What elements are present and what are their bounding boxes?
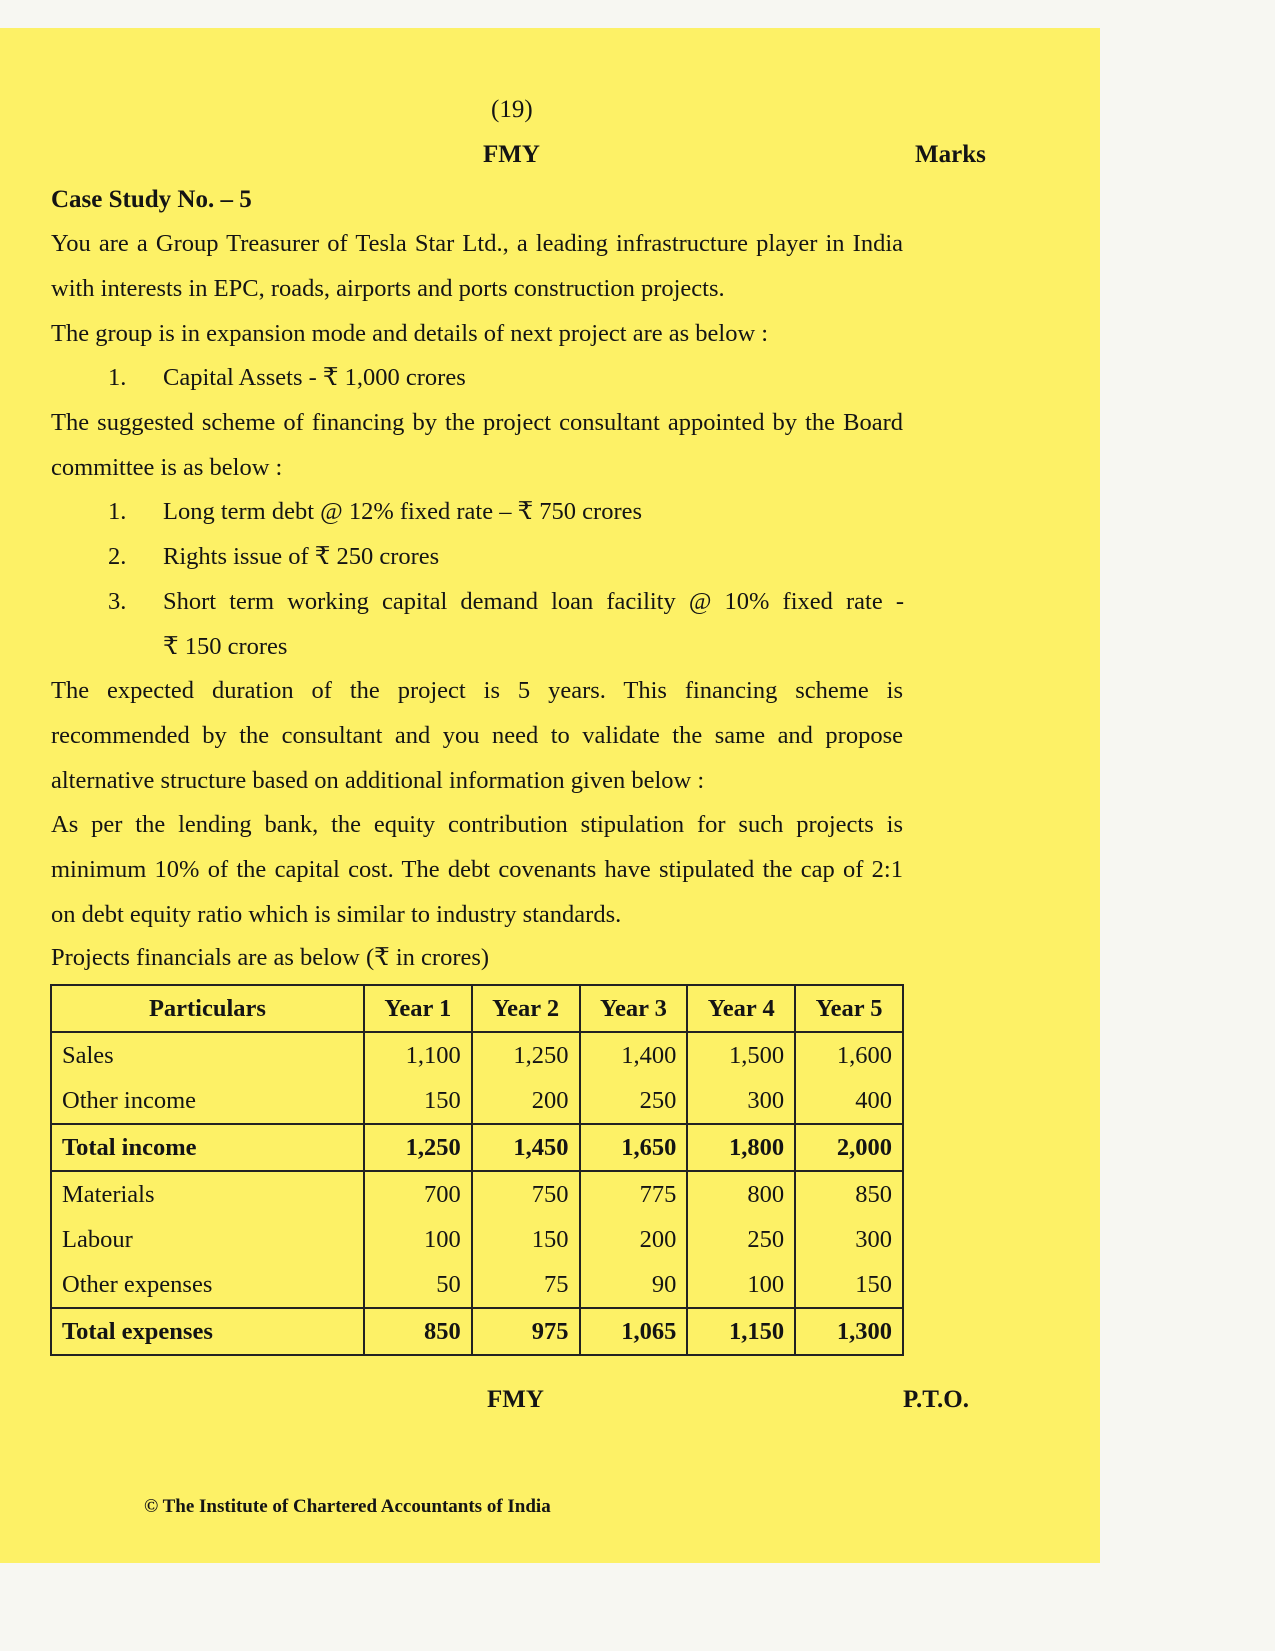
cell-value: 250 [687, 1217, 795, 1262]
cell-value: 90 [580, 1262, 688, 1308]
column-header: Year 2 [472, 985, 580, 1032]
row-label: Total expenses [51, 1308, 364, 1355]
cell-value: 100 [364, 1217, 472, 1262]
row-label: Sales [51, 1032, 364, 1078]
expansion-paragraph: The group is in expansion mode and details of next project are as below : [51, 320, 769, 347]
cell-value: 1,100 [364, 1032, 472, 1078]
cell-value: 250 [580, 1078, 688, 1124]
cell-value: 200 [580, 1217, 688, 1262]
intro-paragraph: You are a Group Treasurer of Tesla Star Ltd., a leading infrastructure player in India with interests in EPC, roads, airports and ports construction projects. [51, 230, 903, 302]
scheme-item-text: Long term debt @ 12% fixed rate – ₹ 750 crores [163, 498, 643, 525]
project-item-number: 1. [108, 364, 127, 391]
pto-label: P.T.O. [903, 1386, 969, 1413]
duration-paragraph: The expected duration of the project is 5 years. This financing scheme is recommended by the consultant and you need to validate the same and propose alternative structure based on additional information given below : [51, 677, 903, 794]
column-header: Year 1 [364, 985, 472, 1032]
paper-code: FMY [483, 141, 540, 168]
cell-value: 50 [364, 1262, 472, 1308]
cell-value: 850 [795, 1171, 903, 1217]
cell-value: 1,800 [687, 1124, 795, 1171]
copyright-notice: © The Institute of Chartered Accountants of India [144, 1496, 551, 1517]
cell-value: 300 [795, 1217, 903, 1262]
marks-label: Marks [915, 141, 986, 168]
cell-value: 2,000 [795, 1124, 903, 1171]
project-item-text: Capital Assets - ₹ 1,000 crores [163, 364, 466, 391]
bank-paragraph: As per the lending bank, the equity contribution stipulation for such projects is minimum 10% of the capital cost. The debt covenants have stipulated the cap of 2:1 on debt equity ratio which is similar to industry standards. [51, 811, 903, 928]
financials-caption: Projects financials are as below (₹ in crores) [51, 944, 490, 971]
cell-value: 150 [472, 1217, 580, 1262]
column-header: Year 5 [795, 985, 903, 1032]
table-total-row [51, 1124, 903, 1171]
column-header: Particulars [51, 985, 364, 1032]
scheme-intro-paragraph: The suggested scheme of financing by the project consultant appointed by the Board committee is as below : [51, 409, 903, 481]
cell-value: 1,300 [795, 1308, 903, 1355]
cell-value: 1,065 [580, 1308, 688, 1355]
table-row [51, 1171, 903, 1217]
cell-value: 750 [472, 1171, 580, 1217]
scheme-item-number: 2. [108, 543, 127, 570]
case-title: Case Study No. – 5 [51, 186, 252, 213]
row-label: Other income [51, 1078, 364, 1124]
cell-value: 1,650 [580, 1124, 688, 1171]
page-number: (19) [491, 96, 533, 123]
table-row [51, 1217, 903, 1262]
cell-value: 800 [687, 1171, 795, 1217]
cell-value: 1,500 [687, 1032, 795, 1078]
financials-table [50, 984, 904, 1356]
table-header-row [51, 985, 903, 1032]
cell-value: 775 [580, 1171, 688, 1217]
table-row [51, 1078, 903, 1124]
cell-value: 1,250 [364, 1124, 472, 1171]
row-label: Labour [51, 1217, 364, 1262]
scheme-item-text: Short term working capital demand loan facility @ 10% fixed rate - [163, 588, 904, 615]
cell-value: 400 [795, 1078, 903, 1124]
row-label: Total income [51, 1124, 364, 1171]
cell-value: 1,450 [472, 1124, 580, 1171]
cell-value: 150 [795, 1262, 903, 1308]
scheme-item-text-continued: ₹ 150 crores [163, 633, 288, 660]
table-row [51, 1032, 903, 1078]
scheme-item-number: 3. [108, 588, 127, 615]
scheme-item-number: 1. [108, 498, 127, 525]
cell-value: 200 [472, 1078, 580, 1124]
column-header: Year 3 [580, 985, 688, 1032]
footer-paper-code: FMY [487, 1386, 544, 1413]
cell-value: 75 [472, 1262, 580, 1308]
cell-value: 100 [687, 1262, 795, 1308]
cell-value: 850 [364, 1308, 472, 1355]
cell-value: 700 [364, 1171, 472, 1217]
cell-value: 975 [472, 1308, 580, 1355]
cell-value: 1,600 [795, 1032, 903, 1078]
cell-value: 1,400 [580, 1032, 688, 1078]
row-label: Materials [51, 1171, 364, 1217]
cell-value: 300 [687, 1078, 795, 1124]
cell-value: 1,150 [687, 1308, 795, 1355]
cell-value: 1,250 [472, 1032, 580, 1078]
column-header: Year 4 [687, 985, 795, 1032]
table-row [51, 1262, 903, 1308]
cell-value: 150 [364, 1078, 472, 1124]
table-total-row [51, 1308, 903, 1355]
scheme-item-text: Rights issue of ₹ 250 crores [163, 543, 440, 570]
row-label: Other expenses [51, 1262, 364, 1308]
